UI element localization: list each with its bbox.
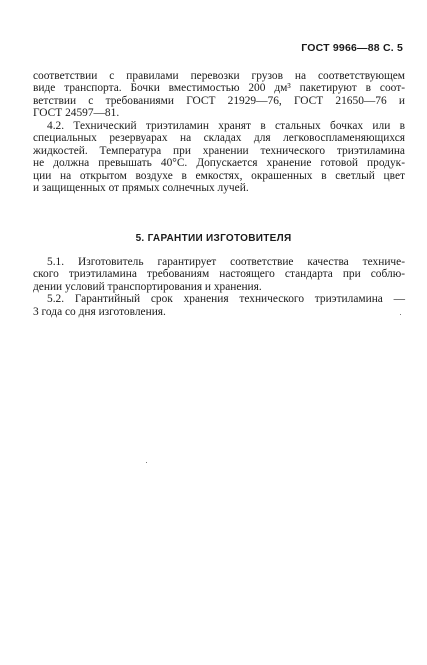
running-header: ГОСТ 9966—88 С. 5	[301, 42, 403, 54]
body-line: и защищенных от прямых солнечных лучей.	[33, 182, 249, 194]
paragraph-4-2-first-line: 4.2. Технический триэтиламин хранят в стальных бочках или в	[47, 120, 405, 132]
body-line: не должна превышать 40°C. Допускается хранение готовой продук-	[33, 157, 405, 169]
paragraph-5-2-first-line: 5.2. Гарантийный срок хранения технического триэтиламина —	[47, 293, 405, 305]
section-heading: 5. ГАРАНТИИ ИЗГОТОВИТЕЛЯ	[135, 233, 292, 244]
body-line: ского триэтиламина требованиям настоящего стандарта при соблю-	[33, 268, 405, 280]
body-line: специальных резервуарах на складах для легковоспламеняющихся	[33, 132, 405, 144]
body-line: дении условий транспортирования и хранения.	[33, 281, 262, 293]
body-line: ветствии с требованиями ГОСТ 21929—76, ГОСТ 21650—76 и	[33, 95, 405, 107]
body-line: жидкостей. Температура при хранении технического триэтиламина	[33, 145, 405, 157]
body-line: соответствии с правилами перевозки грузов на соответствующем	[33, 70, 405, 82]
body-line: ГОСТ 24597—81.	[33, 107, 120, 119]
scan-speck	[146, 462, 147, 463]
body-line: виде транспорта. Бочки вместимостью 200 дм³ пакетируют в соот-	[33, 82, 405, 94]
body-line: 3 года со дня изготовления.	[33, 306, 166, 318]
paragraph-5-1-first-line: 5.1. Изготовитель гарантирует соответствие качества техниче-	[47, 256, 405, 268]
body-line: ции на открытом воздухе в емкостях, окрашенных в светлый цвет	[33, 170, 405, 182]
scan-speck	[400, 314, 401, 315]
